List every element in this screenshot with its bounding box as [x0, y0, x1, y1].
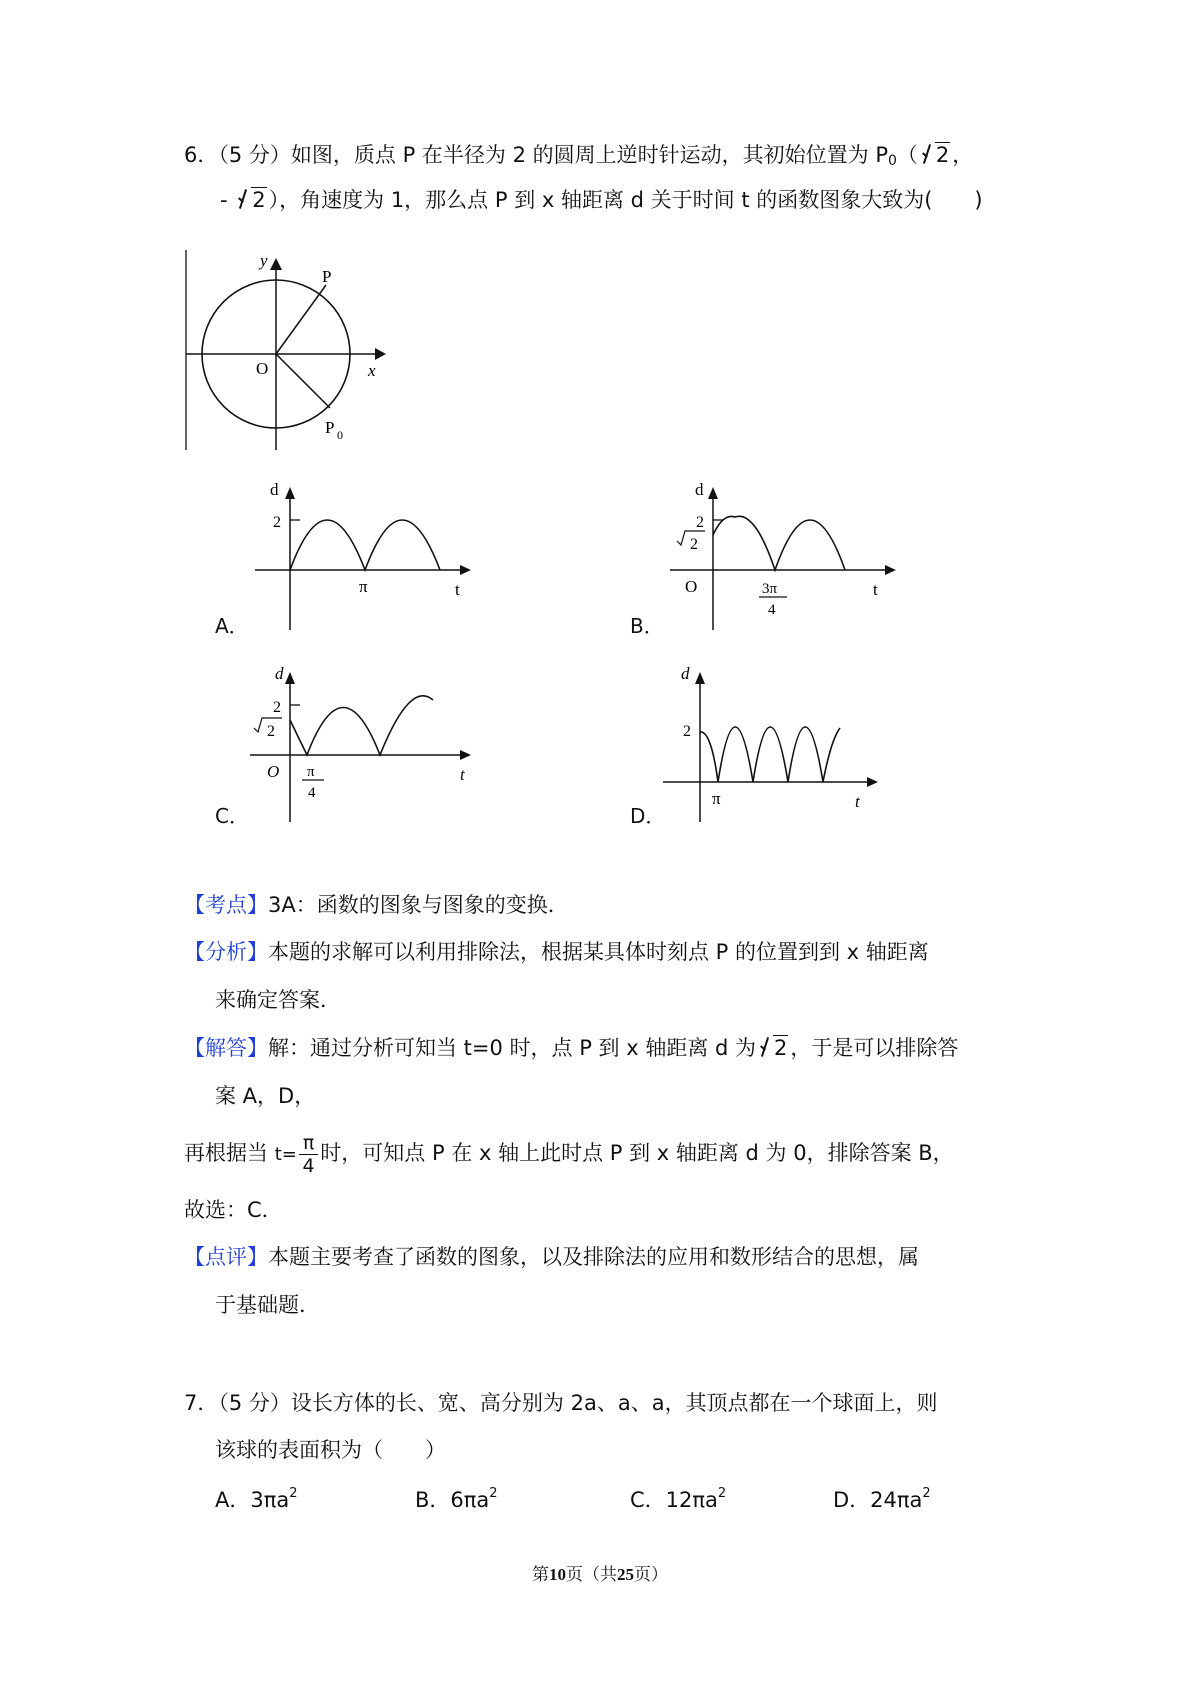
jieda-sqrt: 2	[758, 1033, 788, 1063]
q6-stem-sub: 0	[887, 153, 897, 169]
graph-c-d-label: d	[275, 664, 284, 683]
graph-b	[665, 475, 905, 635]
graph-c-2-label: 2	[273, 699, 281, 716]
q6-stem-a: 如图，质点 P 在半径为 2 的圆周上逆时针运动，其初始位置为 P	[290, 143, 888, 167]
graph-b-d-arrow	[708, 487, 718, 499]
jieda-frac: $\frac{\pi}{4}$	[299, 1132, 318, 1177]
graph-a	[255, 475, 485, 635]
dianping-line1	[184, 1242, 919, 1272]
graph-d-d-label: d	[681, 664, 690, 683]
footer-total: 25	[617, 1565, 634, 1584]
fig-x-label: x	[368, 361, 376, 380]
page-footer: 第10页（共25页）	[532, 1565, 668, 1585]
fig-p0-label: P	[325, 418, 335, 437]
q7-number: 7．	[184, 1391, 219, 1415]
graph-c-origin-label: O	[267, 762, 280, 781]
graph-a-curve	[290, 520, 440, 570]
graph-b-t-label: t	[873, 580, 878, 599]
q6-score: （5 分）	[218, 143, 291, 167]
graph-d-d-arrow	[695, 672, 705, 684]
footer-page: 10	[549, 1565, 566, 1584]
option-c-label: C．	[215, 804, 249, 828]
graph-c-sqrt2-label: 2	[267, 723, 275, 740]
jieda-line4: 故选：C．	[184, 1198, 283, 1222]
jieda-line3	[184, 1128, 954, 1180]
fenxi-line1	[184, 937, 929, 967]
graph-b-tick-num: 3π	[762, 581, 778, 597]
graph-c-curve	[290, 696, 433, 755]
kaodian-line	[184, 890, 569, 920]
graph-b-tick-den: 4	[768, 602, 776, 618]
graph-a-d-label: d	[270, 480, 279, 499]
graph-b-t-arrow	[885, 565, 896, 575]
graph-b-curve	[713, 516, 845, 570]
fig-origin-label: O	[256, 359, 269, 378]
jieda-line1	[184, 1033, 958, 1063]
option-d-label: D．	[630, 804, 666, 828]
dianping-text1: 本题主要考查了函数的图象，以及排除法的应用和数形结合的思想，属	[268, 1245, 919, 1269]
graph-d-curve	[700, 727, 840, 782]
graph-d-t-arrow	[867, 777, 878, 787]
q7-stem-line1	[184, 1388, 938, 1418]
graph-c	[245, 660, 485, 825]
graph-c-d-arrow	[285, 672, 295, 684]
graph-a-pi-label: π	[359, 577, 368, 596]
q6-stem-c: ，	[952, 143, 974, 167]
q6-sqrt-2: 2	[236, 185, 266, 215]
q6-stem-b: （	[896, 143, 918, 167]
y-axis-arrow	[270, 258, 282, 270]
fenxi-line2: 来确定答案．	[215, 988, 341, 1012]
fenxi-text1: 本题的求解可以利用排除法，根据某具体时刻点 P 的位置到到 x 轴距离	[268, 940, 929, 964]
graph-d-pi-label: π	[712, 789, 721, 808]
graph-c-t-label: t	[460, 765, 465, 784]
radius-p	[276, 285, 326, 354]
jieda-text1: 解：通过分析可知当 t=0 时，点 P 到 x 轴距离 d 为	[268, 1036, 757, 1060]
graph-b-origin-label: O	[685, 577, 698, 596]
kaodian-text: 3A：函数的图象与图象的变换．	[268, 893, 569, 917]
graph-a-d-arrow	[285, 487, 295, 499]
graph-d-2-label: 2	[683, 723, 691, 740]
fig-p0-sub: 0	[337, 428, 343, 442]
jieda-text1b: ，于是可以排除答	[790, 1036, 959, 1060]
q6-sqrt-1: 2	[920, 140, 950, 170]
graph-a-2-label: 2	[273, 514, 281, 531]
q6-stem-e: ），角速度为 1，那么点 P 到 x 轴距离 d 关于时间 t 的函数图象大致为( )	[268, 188, 983, 212]
q6-stem-d: -	[220, 188, 235, 212]
graph-b-sqrt2-label: 2	[690, 536, 698, 553]
graph-d-t-label: t	[855, 792, 860, 811]
dianping-label: 【点评】	[184, 1245, 268, 1269]
q7-stem1: 设长方体的长、宽、高分别为 2a、a、a，其顶点都在一个球面上，则	[290, 1391, 938, 1415]
dianping-line2: 于基础题．	[215, 1293, 320, 1317]
q6-stem-line1	[184, 140, 973, 170]
q7-stem-line2: 该球的表面积为（ ）	[215, 1438, 446, 1462]
graph-b-d-label: d	[695, 480, 704, 499]
fig-p-label: P	[322, 267, 332, 286]
x-axis-arrow	[375, 348, 386, 360]
graph-a-t-label: t	[455, 580, 460, 599]
graph-a-t-arrow	[460, 565, 471, 575]
graph-c-t-arrow	[460, 750, 471, 760]
fig-y-label: y	[260, 251, 268, 270]
jieda-line2: 案 A，D，	[215, 1084, 316, 1108]
graph-c-tick-num: π	[307, 764, 315, 780]
graph-d	[655, 660, 895, 825]
fenxi-label: 【分析】	[184, 940, 268, 964]
circle-figure	[180, 250, 400, 455]
q7-option-b: B．$6\pi a^2$	[415, 1486, 498, 1512]
radius-p0	[276, 354, 330, 408]
q7-option-a: A．$3\pi a^2$	[215, 1486, 298, 1512]
graph-c-tick-den: 4	[308, 785, 316, 801]
q6-stem-line2	[220, 185, 983, 215]
kaodian-label: 【考点】	[184, 893, 268, 917]
q6-number: 6．	[184, 143, 219, 167]
option-b-label: B．	[630, 614, 664, 638]
option-a-label: A．	[215, 614, 249, 638]
q7-option-d: D．$24\pi a^2$	[833, 1486, 931, 1512]
graph-b-2-label: 2	[696, 514, 704, 531]
q7-score: （5 分）	[218, 1391, 291, 1415]
jieda-label: 【解答】	[184, 1036, 268, 1060]
jieda-t: t=	[274, 1144, 297, 1165]
q7-option-c: C．$12\pi a^2$	[630, 1486, 727, 1512]
jieda-text3a: 再根据当	[184, 1141, 275, 1165]
jieda-text3b: 时，可知点 P 在 x 轴上此时点 P 到 x 轴距离 d 为 0，排除答案 B，	[320, 1141, 954, 1165]
